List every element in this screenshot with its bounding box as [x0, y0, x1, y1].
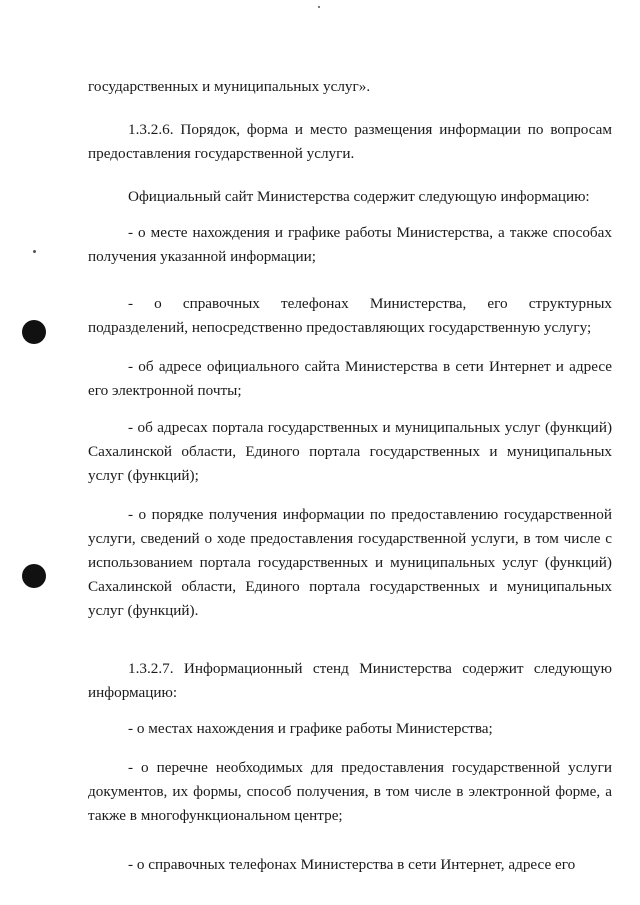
paragraph-section-1-3-2-7: 1.3.2.7. Информационный стенд Министерства содержит следующую информацию: [88, 660, 612, 702]
paragraph-item-phones: - о справочных телефонах Министерства, его структурных подразделений, непосредственно предоставляющих государственную услугу; [88, 295, 612, 337]
punch-hole-mark [22, 320, 46, 344]
paragraph-item-website: - об адресе официального сайта Министерства в сети Интернет и адресе его электронной почты; [88, 358, 612, 400]
scan-speck [33, 250, 36, 253]
paragraph-continuation: государственных и муниципальных услуг». [88, 78, 371, 96]
paragraph-item-stand-location: - о местах нахождения и графике работы Министерства; [128, 720, 493, 738]
punch-hole-mark [22, 564, 46, 588]
paragraph-item-documents: - о перечне необходимых для предоставления государственной услуги документов, их формы, способ получения, в том числе в электронной форме, а также в многофункциональном центре; [88, 759, 612, 825]
paragraph-item-portals: - об адресах портала государственных и муниципальных услуг (функций) Сахалинской области, Единого портала государственных и муниципальных услуг (функций); [88, 419, 612, 485]
paragraph-item-stand-phones: - о справочных телефонах Министерства в сети Интернет, адресе его [128, 856, 576, 874]
paragraph-item-location: - о месте нахождения и графике работы Министерства, а также способах получения указанной информации; [88, 224, 612, 266]
paragraph-site-intro: Официальный сайт Министерства содержит следующую информацию: [128, 188, 590, 206]
paragraph-item-procedure: - о порядке получения информации по предоставлению государственной услуги, сведений о ходе предоставления государственной услуги, в том числе с использованием портала государственных и муниципальных услуг (функций) Сахалинской области, Единого портала государственных и муниципальных услуг (функций). [88, 506, 612, 620]
scan-speck [318, 6, 320, 8]
paragraph-section-1-3-2-6: 1.3.2.6. Порядок, форма и место размещения информации по вопросам предоставления государственной услуги. [88, 121, 612, 163]
